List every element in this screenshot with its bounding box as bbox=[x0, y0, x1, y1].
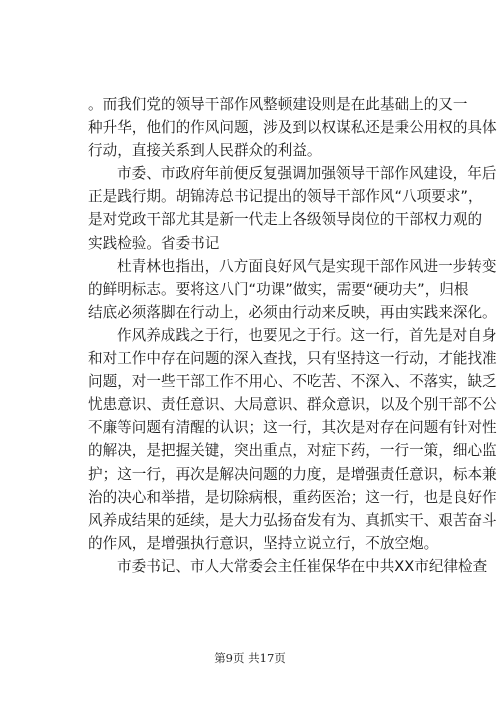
text-line: 杜青林也指出，八方面良好风气是实现干部作风进一步转变 bbox=[117, 257, 497, 275]
text-line: 。而我们党的领导干部作风整顿建设则是在此基础上的又一 bbox=[88, 96, 468, 113]
text-line: 不廉等问题有清醒的认识；这一行，其次是对存在问题有针对性 bbox=[88, 419, 497, 437]
text-line: 正是践行期。胡锦涛总书记提出的领导干部作风“八项要求”， bbox=[88, 188, 483, 206]
body-text bbox=[88, 93, 497, 578]
text-line: 是对党政干部尤其是新一代走上各级领导岗位的干部权力观的 bbox=[88, 211, 483, 229]
text-line: 的作风，是增强执行意识，坚持立说立行，不放空炮。 bbox=[88, 534, 439, 552]
text-line: 行动，直接关系到人民群众的利益。 bbox=[88, 142, 322, 160]
text-line: 作风养成践之于行，也要见之于行。这一行，首先是对自身 bbox=[117, 326, 497, 344]
text-line: 护；这一行，再次是解决问题的力度，是增强责任意识，标本兼 bbox=[88, 465, 497, 483]
text-line: 治的决心和举措，是切除病根，重药医治；这一行，也是良好作 bbox=[88, 488, 497, 506]
text-line: 的解决，是把握关键，突出重点，对症下药，一行一策，细心监 bbox=[88, 442, 497, 460]
text-line: 实践检验。省委书记 bbox=[88, 234, 220, 252]
text-line: 风养成结果的延续，是大力弘扬奋发有为、真抓实干、艰苦奋斗 bbox=[88, 511, 497, 529]
text-line: 结底必须落脚在行动上，必须由行动来反映，再由实践来深化。 bbox=[88, 303, 497, 321]
text-line: 市委书记、市人大常委会主任崔保华在中共XX市纪律检查 bbox=[117, 557, 488, 575]
text-line: 和对工作中存在问题的深入查找，只有坚持这一行动，才能找准 bbox=[88, 350, 497, 368]
page-footer: 第9页 共17页 bbox=[214, 651, 286, 665]
text-line: 忧患意识、责任意识、大局意识、群众意识，以及个别干部不公 bbox=[88, 396, 497, 414]
text-line: 问题，对一些干部工作不用心、不吃苦、不深入、不落实，缺乏 bbox=[88, 373, 497, 391]
text-line: 市委、市政府年前便反复强调加强领导干部作风建设，年后 bbox=[117, 165, 497, 183]
text-line: 的鲜明标志。要将这八门“功课”做实，需要“硬功夫”，归根 bbox=[88, 280, 469, 298]
text-line: 种升华，他们的作风问题，涉及到以权谋私还是秉公用权的具体 bbox=[88, 119, 497, 137]
